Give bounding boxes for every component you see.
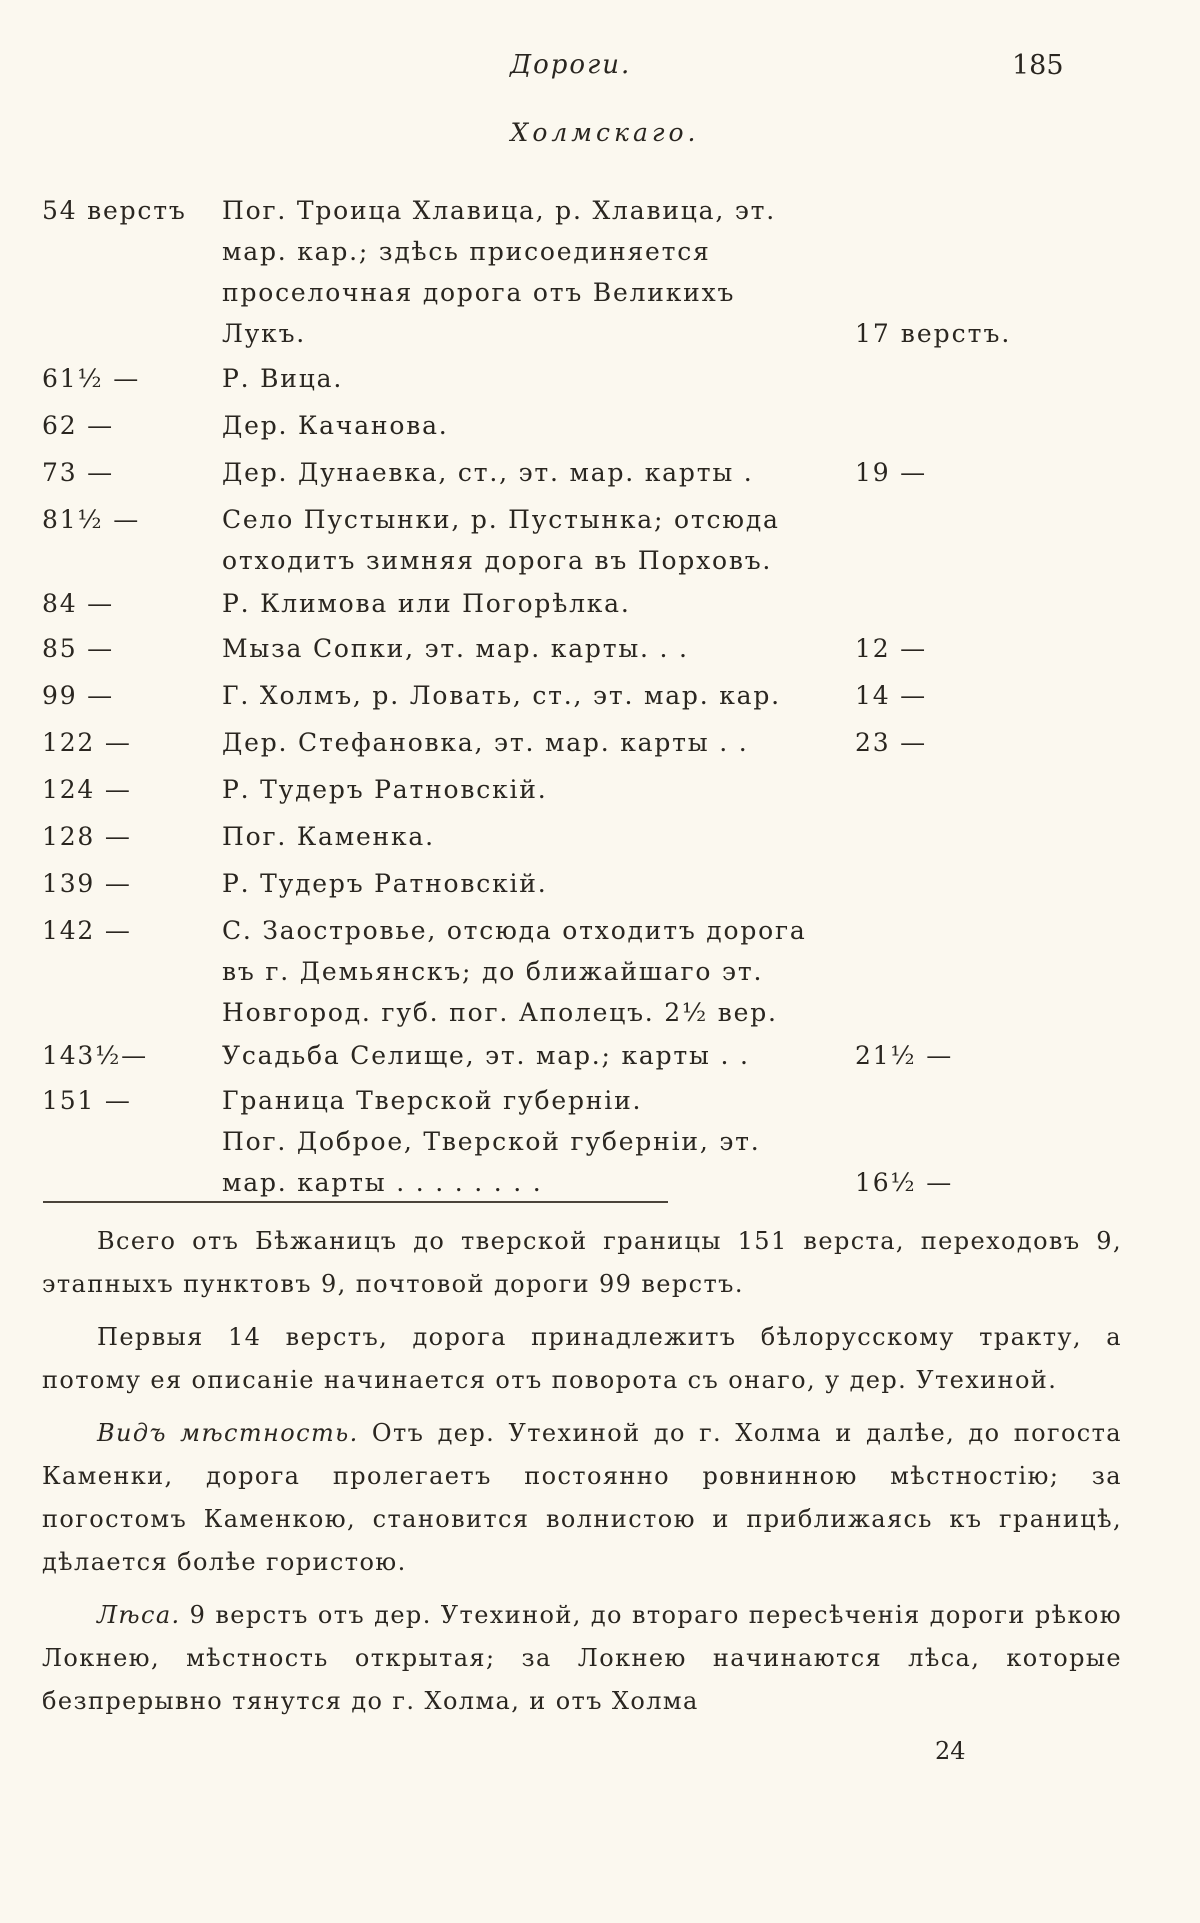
route-row — [0, 358, 1200, 399]
route-row — [0, 769, 1200, 810]
terrain-text: Отъ дер. Утехиной до г. Холма и далѣе, до погоста Каменки, дорога пролегаетъ постоянно ровнинною мѣстностію; за погостомъ Каменкою, становится волнистою и приближаясь къ границѣ, дѣлается болѣе гористою. — [42, 1419, 1123, 1576]
terrain-heading: Видъ мѣстность. — [97, 1419, 359, 1447]
route-row — [0, 628, 1200, 669]
running-title: Дороги. — [510, 50, 632, 80]
leg-cell: 14 — — [855, 681, 927, 710]
section-title: Холмскаго. — [510, 118, 700, 147]
place-cell: Р. Тудеръ Ратновскій. — [222, 775, 548, 804]
distance-cell: 128 — — [42, 822, 132, 851]
place-cell: Р. Тудеръ Ратновскій. — [222, 869, 548, 898]
place-cell: Дер. Стефановка, эт. мар. карты . . — [222, 728, 749, 757]
distance-cell: 142 — — [42, 916, 132, 945]
place-cell: Дер. Дунаевка, ст., эт. мар. карты . — [222, 458, 754, 487]
place-cell: Пог. Троица Хлавица, р. Хлавица, эт. мар. кар.; здѣсь присоединяется проселочная дорога отъ Великихъ Лукъ. — [222, 196, 777, 348]
leg-cell: 12 — — [855, 634, 927, 663]
intro-paragraph: Первыя 14 верстъ, дорога принадлежитъ бѣлорусскому тракту, а потому ея описаніе начинается отъ поворота съ онаго, у дер. Утехиной. — [42, 1323, 1122, 1394]
route-row — [0, 910, 1200, 1033]
terrain-paragraph — [42, 1412, 1122, 1584]
forests-paragraph — [42, 1594, 1122, 1723]
route-row — [0, 722, 1200, 763]
route-row — [0, 405, 1200, 446]
leg-cell: 23 — — [855, 728, 927, 757]
place-cell: Пог. Каменка. — [222, 822, 435, 851]
place-cell: Р. Вица. — [222, 364, 344, 393]
signature-mark: 24 — [935, 1737, 966, 1765]
distance-cell: 61½ — — [42, 364, 140, 393]
divider-rule — [43, 1201, 668, 1203]
distance-cell: 99 — — [42, 681, 114, 710]
leg-cell: 17 верстъ. — [855, 319, 1012, 348]
route-row — [0, 1080, 1200, 1121]
place-cell: Р. Климова или Погорѣлка. — [222, 589, 631, 618]
place-cell: Усадьба Селище, эт. мар.; карты . . — [222, 1041, 750, 1070]
place-cell: Пог. Доброе, Тверской губерніи, эт. мар. карты . . . . . . . . — [222, 1127, 761, 1197]
route-row — [0, 452, 1200, 493]
place-cell: Мыза Сопки, эт. мар. карты. . . — [222, 634, 689, 663]
leg-cell: 19 — — [855, 458, 927, 487]
forests-heading: Лѣса. — [97, 1601, 181, 1629]
distance-cell: 85 — — [42, 634, 114, 663]
distance-cell: 54 верстъ — [42, 196, 187, 225]
route-row — [0, 1035, 1200, 1076]
distance-cell: 84 — — [42, 589, 114, 618]
place-cell: Село Пустынки, р. Пустынка; отсюда отходитъ зимняя дорога въ Порховъ. — [222, 505, 780, 575]
running-head — [0, 50, 1200, 90]
distance-cell: 124 — — [42, 775, 132, 804]
forests-text: 9 верстъ отъ дер. Утехиной, до втораго пересѣченія дороги рѣкою Локнею, мѣстность открытая; за Локнею начинаются лѣса, которые безпрерывно тянутся до г. Холма, и отъ Холма — [42, 1601, 1122, 1715]
route-row — [0, 816, 1200, 857]
distance-cell: 122 — — [42, 728, 132, 757]
distance-cell: 73 — — [42, 458, 114, 487]
route-row — [0, 675, 1200, 716]
leg-cell: 21½ — — [855, 1041, 953, 1070]
page-number: 185 — [1012, 50, 1064, 81]
route-table — [0, 190, 1200, 1203]
place-cell: Граница Тверской губерніи. — [222, 1086, 643, 1115]
place-cell: Г. Холмъ, р. Ловать, ст., эт. мар. кар. — [222, 681, 781, 710]
route-row — [0, 583, 1200, 624]
route-row — [0, 1121, 1200, 1203]
distance-cell: 81½ — — [42, 505, 140, 534]
notes — [42, 1220, 1122, 1733]
route-row — [0, 863, 1200, 904]
distance-cell: 151 — — [42, 1086, 132, 1115]
distance-cell: 139 — — [42, 869, 132, 898]
distance-cell: 62 — — [42, 411, 114, 440]
summary-paragraph: Всего отъ Бѣжаницъ до тверской границы 151 верста, переходовъ 9, этапныхъ пунктовъ 9, почтовой дороги 99 верстъ. — [42, 1227, 1122, 1298]
route-row — [0, 190, 1200, 354]
route-row — [0, 499, 1200, 581]
leg-cell: 16½ — — [855, 1168, 953, 1197]
place-cell: Дер. Качанова. — [222, 411, 449, 440]
distance-cell: 143½— — [42, 1041, 148, 1070]
place-cell: С. Заостровье, отсюда отходитъ дорога въ г. Демьянскъ; до ближайшаго эт. Новгород. губ. пог. Аполецъ. 2½ вер. — [222, 916, 807, 1027]
